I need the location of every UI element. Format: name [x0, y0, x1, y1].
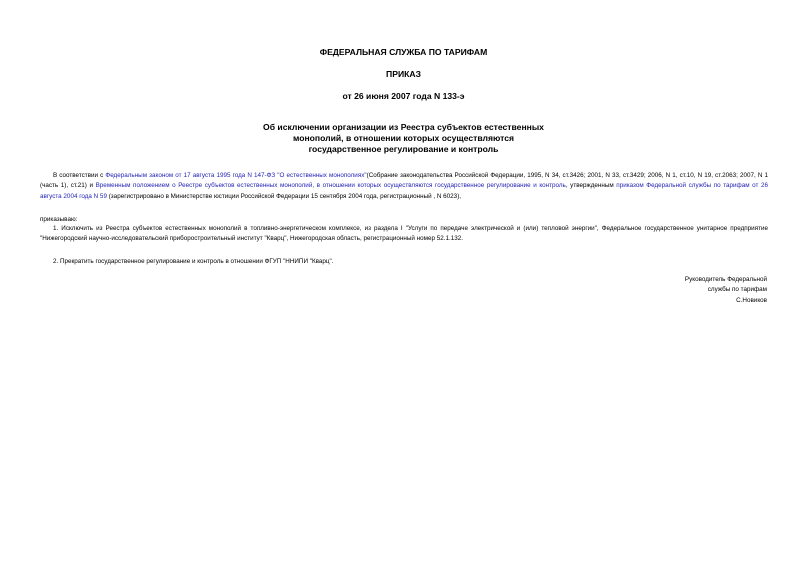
preamble-text: (зарегистрировано в Министерстве юстиции Российской Федерации 15 сентября 2004 года, регистрационный , N 6023),: [106, 192, 462, 200]
signature-line: Руководитель Федеральной: [684, 276, 767, 283]
agency-name: ФЕДЕРАЛЬНАЯ СЛУЖБА ПО ТАРИФАМ: [319, 47, 488, 57]
document-title: [0, 122, 807, 155]
signature-block: [567, 275, 767, 306]
order-word: приказываю:: [40, 216, 78, 223]
title-line: монополий, в отношении которых осуществляются: [293, 133, 514, 143]
title-line: Об исключении организации из Реестра субъектов естественных: [263, 122, 544, 132]
signature-line: службы по тарифам: [707, 286, 767, 294]
document-type: ПРИКАЗ: [386, 69, 421, 79]
preamble-text: , утвержденным: [565, 182, 617, 190]
preamble-paragraph: [40, 171, 768, 202]
document-date-number: от 26 июня 2007 года N 133-э: [342, 91, 465, 101]
signer-name: С.Новиков: [736, 296, 767, 304]
federal-law-link[interactable]: Федеральным законом от 17 августа 1995 года N 147-ФЗ "О естественных монополиях": [105, 172, 367, 179]
title-line: государственное регулирование и контроль: [308, 144, 499, 154]
order-item-1: 1. Исключить из Реестра субъектов естественных монополий в топливно-энергетическом комплексе, из раздела I "Услуги по передаче электрической и (или) тепловой энергии", Федеральное государственное унитарное предприятие "Нижегородский научно-исследовательский приборостроительный институт "Кварц", Нижегородская область, регистрационный номер 52.1.132.: [40, 225, 768, 243]
fst-order-link[interactable]: приказом Федеральной службы по тарифам от 26 августа 2004 года N 59: [40, 182, 768, 200]
preamble-text: (Собрание законодательства Российской Федерации, 1995, N 34, ст.3426; 2001, N 33, ст.3429; 2006, N 1, ст.10, N 19, ст.2063; 2007, N 1 (часть 1), ст.21) и: [40, 172, 769, 190]
registry-regulation-link[interactable]: Временным положением о Реестре субъектов естественных монополий, в отношении которых осуществляются государственное регулирование и контроль: [95, 182, 566, 190]
order-item-2: 2. Прекратить государственное регулирование и контроль в отношении ФГУП "ННИПИ "Кварц".: [53, 258, 334, 265]
preamble-text: В соответствии с: [53, 172, 106, 179]
